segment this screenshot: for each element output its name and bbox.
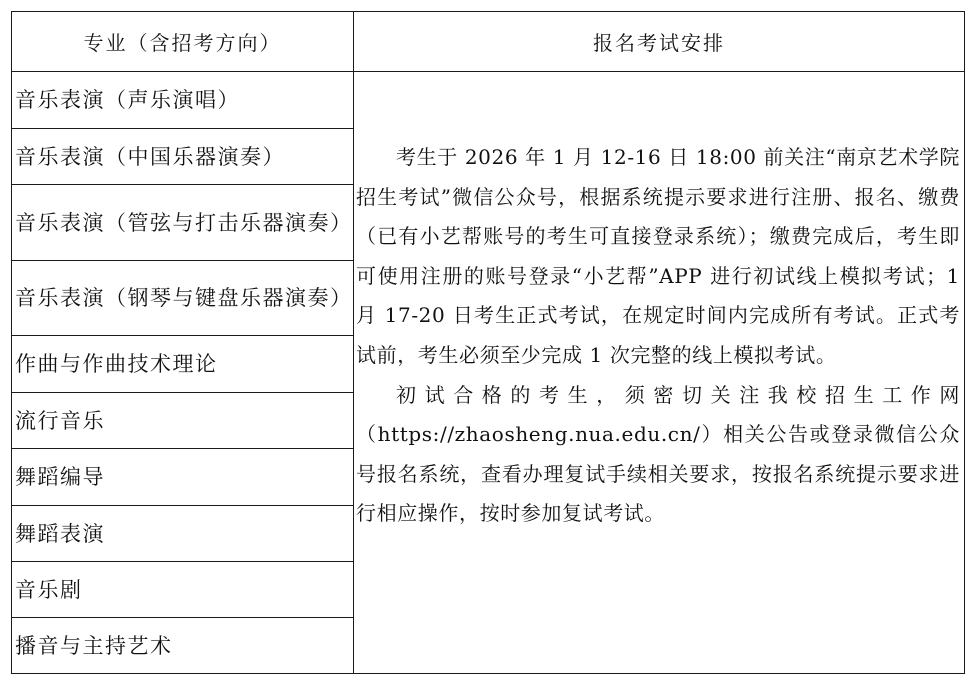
major-cell: 舞蹈编导: [12, 449, 354, 506]
schedule-cell: [354, 72, 965, 674]
header-schedule: 报名考试安排: [354, 12, 965, 72]
major-cell: 音乐剧: [12, 562, 354, 618]
major-cell: 流行音乐: [12, 393, 354, 449]
major-cell: 音乐表演（管弦与打击乐器演奏）: [12, 185, 354, 261]
major-cell: 作曲与作曲技术理论: [12, 336, 354, 393]
schedule-text: [354, 72, 964, 534]
major-cell: 播音与主持艺术: [12, 618, 354, 674]
major-cell: 舞蹈表演: [12, 506, 354, 562]
major-cell: 音乐表演（钢琴与键盘乐器演奏）: [12, 261, 354, 336]
table-row: [12, 72, 965, 129]
major-cell: 音乐表演（中国乐器演奏）: [12, 129, 354, 185]
schedule-paragraph-1: 考生于 2026 年 1 月 12-16 日 18:00 前关注“南京艺术学院招生考试”微信公众号，根据系统提示要求进行注册、报名、缴费（已有小艺帮账号的考生可直接登录系统）；缴费完成后，考生即可使用注册的账号登录“小艺帮”APP 进行初试线上模拟考试；1 月 17-20 日考生正式考试，在规定时间内完成所有考试。正式考试前，考生必须至少完成 1 次完整的线上模拟考试。: [356, 145, 960, 367]
table-header-row: [12, 12, 965, 72]
header-major: 专业（含招考方向）: [12, 12, 354, 72]
admission-schedule-table: [11, 11, 965, 674]
major-cell: 音乐表演（声乐演唱）: [12, 72, 354, 129]
schedule-paragraph-2: 初试合格的考生，须密切关注我校招生工作网（https://zhaosheng.nua.edu.cn/）相关公告或登录微信公众号报名系统，查看办理复试手续相关要求，按报名系统提示要求进行相应操作，按时参加复试考试。: [356, 382, 960, 526]
